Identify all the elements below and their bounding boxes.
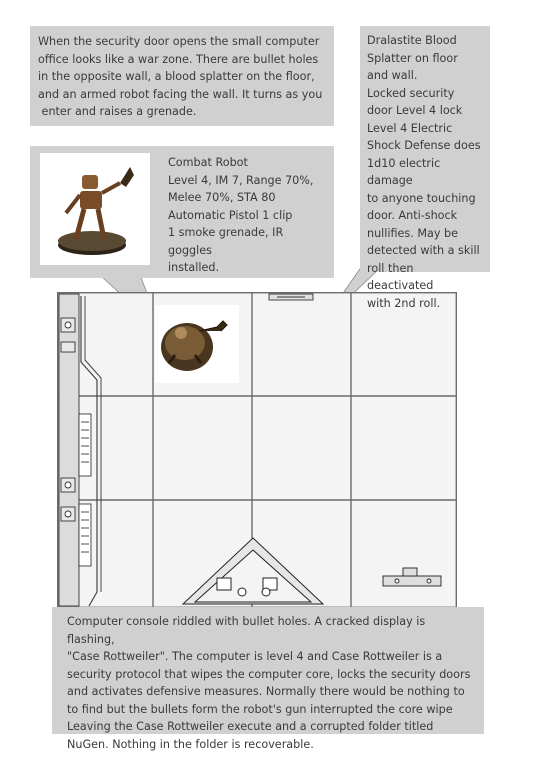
security-door (269, 294, 313, 300)
door-line: with 2nd roll. (367, 296, 441, 310)
robot-stat-line: Level 4, IM 7, Range 70%, (168, 173, 314, 187)
robot-callout (30, 146, 334, 278)
combat-robot-miniature (40, 153, 150, 265)
door-line: door Level 4 lock (367, 104, 463, 117)
intro-line: in the opposite wall, a blood splatter on the floor, (38, 70, 315, 83)
door-callout (360, 26, 490, 310)
robot-stat-line: installed. (168, 261, 220, 274)
door-line: Splatter on floor (367, 51, 458, 65)
intro-line: and an armed robot facing the wall. It turns as you (38, 87, 323, 101)
console-line: Leaving the Case Rottweiler execute and a corrupted folder titled (67, 720, 434, 733)
intro-line: enter and raises a grenade. (38, 105, 197, 118)
door-line: door. Anti-shock (367, 209, 458, 222)
door-line: to anyone touching (367, 191, 476, 205)
robot-stat-line: Combat Robot (168, 156, 248, 169)
robot-token (155, 305, 239, 383)
door-line: Dralastite Blood (367, 34, 457, 47)
door-line: and wall. (367, 69, 418, 82)
door-line: 1d10 electric damage (367, 156, 441, 187)
console-callout (52, 607, 484, 751)
intro-callout (30, 26, 334, 126)
console-line: to find but the bullets form the robot's gun interrupted the core wipe (67, 702, 453, 716)
console-line: "Case Rottweiler". The computer is level 4 and Case Rottweiler is a (67, 650, 443, 663)
door-line: Level 4 Electric (367, 121, 453, 135)
console-line: security protocol that wipes the computer core, locks the security doors (67, 667, 471, 681)
console-line: Computer console riddled with bullet holes. A cracked display is flashing, (67, 615, 426, 646)
robot-stat-line: Automatic Pistol 1 clip (168, 208, 293, 222)
door-line: detected with a skill (367, 244, 480, 257)
robot-stat-line: 1 smoke grenade, IR goggles (168, 226, 284, 257)
intro-line: office looks like a war zone. There are bullet holes (38, 52, 319, 66)
room-map (57, 292, 457, 608)
door-line: nullifies. May be (367, 226, 459, 240)
door-line: roll then deactivated (367, 261, 434, 292)
door-line: Locked security (367, 86, 455, 100)
intro-line: When the security door opens the small computer (38, 35, 320, 48)
console-line: and activates defensive measures. Normally there would be nothing to (67, 685, 465, 698)
robot-stat-line: Melee 70%, STA 80 (168, 191, 276, 204)
door-line: Shock Defense does (367, 139, 481, 152)
console-line: NuGen. Nothing in the folder is recoverable. (67, 737, 314, 751)
robot-stats (168, 154, 328, 277)
